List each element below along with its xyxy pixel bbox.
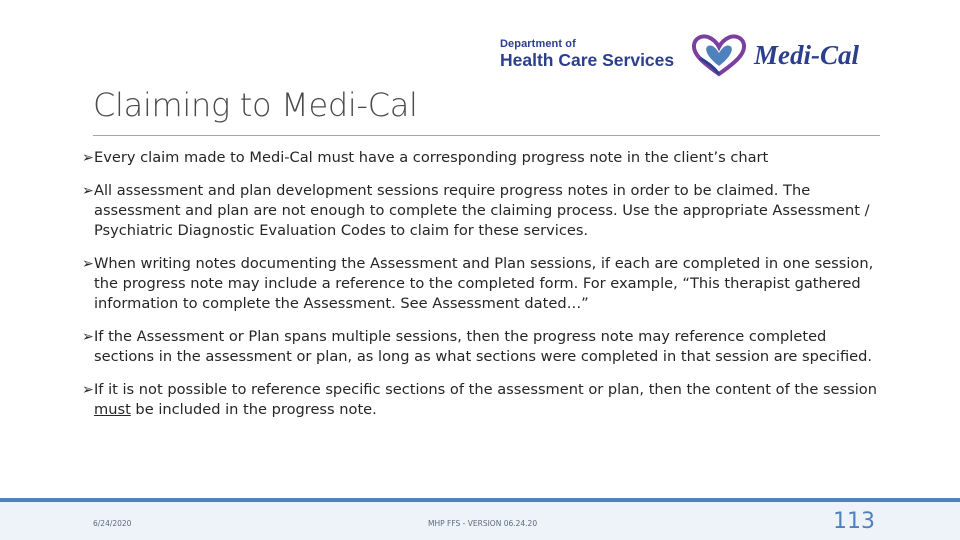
dhcs-medi-cal-logo — [498, 34, 888, 80]
bullet-text: When writing notes documenting the Assessment and Plan sessions, if each are completed in one session, the progress note may include a reference to the completed form. For example, “This therapist gathered information to complete the Assessment. See Assessment dated…” — [94, 255, 874, 312]
footer-version: MHP FFS - VERSION 06.24.20 — [428, 519, 538, 528]
bullet-item — [84, 254, 884, 314]
logo-brand-name: Medi-Cal — [754, 40, 859, 70]
bullet-text-after: be included in the progress note. — [130, 401, 377, 418]
bullet-item — [84, 380, 884, 420]
bullet-list — [84, 148, 884, 433]
page-number: 113 — [833, 509, 875, 534]
slide-title: Claiming to Medi-Cal — [93, 86, 418, 124]
footer-date: 6/24/2020 — [93, 519, 132, 528]
title-divider — [93, 135, 880, 136]
bullet-item — [84, 327, 884, 367]
bullet-item — [84, 148, 884, 168]
footer-accent-line — [0, 498, 960, 502]
logo-agency-name: Health Care Services — [500, 50, 675, 70]
heart-hands-icon — [690, 34, 748, 78]
bullet-text-before: If it is not possible to reference specific sections of the assessment or plan, then the content of the session — [94, 381, 877, 398]
arrow-bullet-icon: ➢ — [82, 329, 94, 345]
arrow-bullet-icon: ➢ — [82, 382, 94, 398]
arrow-bullet-icon: ➢ — [82, 150, 94, 166]
logo-department-line: Department of — [500, 38, 576, 50]
bullet-text: Every claim made to Medi-Cal must have a corresponding progress note in the client’s chart — [94, 149, 769, 166]
arrow-bullet-icon: ➢ — [82, 183, 94, 199]
arrow-bullet-icon: ➢ — [82, 256, 94, 272]
bullet-text: If the Assessment or Plan spans multiple sessions, then the progress note may reference completed sections in the assessment or plan, as long as what sections were completed in that session are specified. — [94, 328, 873, 365]
bullet-emphasis: must — [94, 401, 131, 418]
bullet-item — [84, 181, 884, 241]
bullet-text: All assessment and plan development sessions require progress notes in order to be claimed. The assessment and plan are not enough to complete the claiming process. Use the appropriate Assessment / Psychiatric Diagnostic Evaluation Codes to claim for these services. — [94, 182, 870, 239]
